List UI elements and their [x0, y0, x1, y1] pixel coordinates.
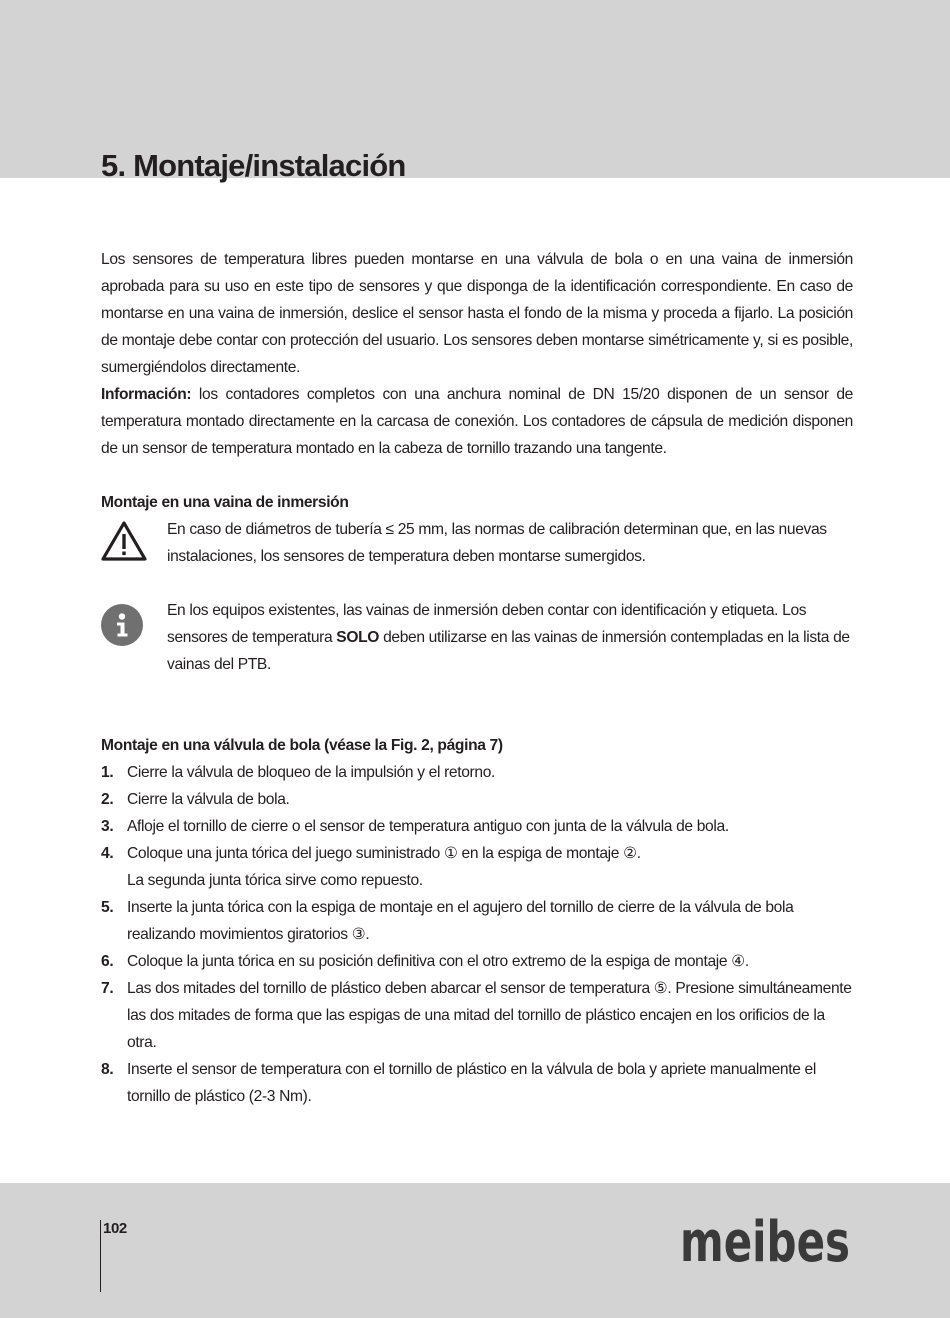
- step-text-continuation: La segunda junta tórica sirve como repuesto.: [127, 872, 423, 889]
- page-number: 102: [103, 1220, 127, 1237]
- step-number: 3.: [101, 818, 114, 835]
- info-note-text-end: deben utilizarse en las vainas de inmersión contempladas en la lista de vainas del PTB.: [167, 629, 850, 673]
- info-text: los contadores completos con una anchura nominal de DN 15/20 disponen de un sensor de temperatura montado directamente en la carcasa de conexión. Los contadores de cápsula de medición disponen de un sensor de temperatura montado en la cabeza de tornillo trazando una tangente.: [101, 386, 853, 457]
- info-note: [101, 597, 853, 678]
- steps-list: [101, 759, 853, 1110]
- step-number: 2.: [101, 791, 114, 808]
- step-text: Cierre la válvula de bloqueo de la impulsión y el retorno.: [127, 764, 496, 781]
- info-paragraph: [101, 381, 853, 462]
- list-item: [101, 1056, 853, 1110]
- step-number: 6.: [101, 953, 114, 970]
- warning-text: En caso de diámetros de tubería ≤ 25 mm, las normas de calibración determinan que, en las nuevas instalaciones, los sensores de temperatura deben montarse sumergidos.: [167, 521, 827, 565]
- list-item: [101, 975, 853, 1056]
- step-number: 8.: [101, 1061, 114, 1078]
- info-circle-icon: [101, 604, 143, 646]
- step-number: 4.: [101, 845, 114, 862]
- brand-logo-text: meibes: [680, 1210, 850, 1275]
- step-text: Inserte la junta tórica con la espiga de montaje en el agujero del tornillo de cierre de la válvula de bola realizando movimientos giratorios ③.: [127, 899, 794, 943]
- info-note-emphasis: SOLO: [336, 629, 380, 646]
- list-item: [101, 894, 853, 948]
- info-note-text-start: En los equipos existentes, las vainas de inmersión deben contar con identificación y etiqueta. Los sensores de temperatura: [167, 602, 807, 646]
- step-text: Las dos mitades del tornillo de plástico deben abarcar el sensor de temperatura ⑤. Presione simultáneamente las dos mitades de forma que las espigas de una mitad del tornillo de plástico encajen en los orificios de la otra.: [127, 980, 852, 1051]
- immersion-heading: Montaje en una vaina de inmersión: [101, 494, 349, 511]
- warning-note: [101, 516, 853, 570]
- brand-logo: [678, 1210, 852, 1275]
- step-number: 1.: [101, 764, 114, 781]
- list-item: [101, 759, 853, 786]
- step-text: Coloque una junta tórica del juego suministrado ① en la espiga de montaje ②.: [127, 845, 641, 862]
- info-label: Información:: [101, 386, 192, 403]
- ball-valve-heading: Montaje en una válvula de bola (véase la Fig. 2, página 7): [101, 737, 503, 754]
- step-text: Cierre la válvula de bola.: [127, 791, 290, 808]
- warning-triangle-icon: [101, 520, 147, 562]
- main-content: [101, 246, 853, 1110]
- step-number: 7.: [101, 980, 114, 997]
- info-note-text: [167, 597, 853, 678]
- intro-paragraph: Los sensores de temperatura libres pueden montarse en una válvula de bola o en una vaina de inmersión aprobada para su uso en este tipo de sensores y que disponga de la identificación correspondiente. En caso de montarse en una vaina de inmersión, deslice el sensor hasta el fondo de la misma y proceda a fijarlo. La posición de montaje debe contar con protección del usuario. Los sensores deben montarse simétricamente y, si es posible, sumergiéndolos directamente.: [101, 251, 853, 376]
- step-text: Inserte el sensor de temperatura con el tornillo de plástico en la válvula de bola y apriete manualmente el tornillo de plástico (2-3 Nm).: [127, 1061, 816, 1105]
- step-number: 5.: [101, 899, 114, 916]
- footer-rule: [100, 1220, 101, 1292]
- step-text: Coloque la junta tórica en su posición definitiva con el otro extremo de la espiga de montaje ④.: [127, 953, 749, 970]
- list-item: [101, 813, 853, 840]
- page-title: 5. Montaje/instalación: [101, 148, 406, 183]
- list-item: [101, 786, 853, 813]
- step-text: Afloje el tornillo de cierre o el sensor de temperatura antiguo con junta de la válvula de bola.: [127, 818, 729, 835]
- list-item: [101, 948, 853, 975]
- list-item: [101, 840, 853, 894]
